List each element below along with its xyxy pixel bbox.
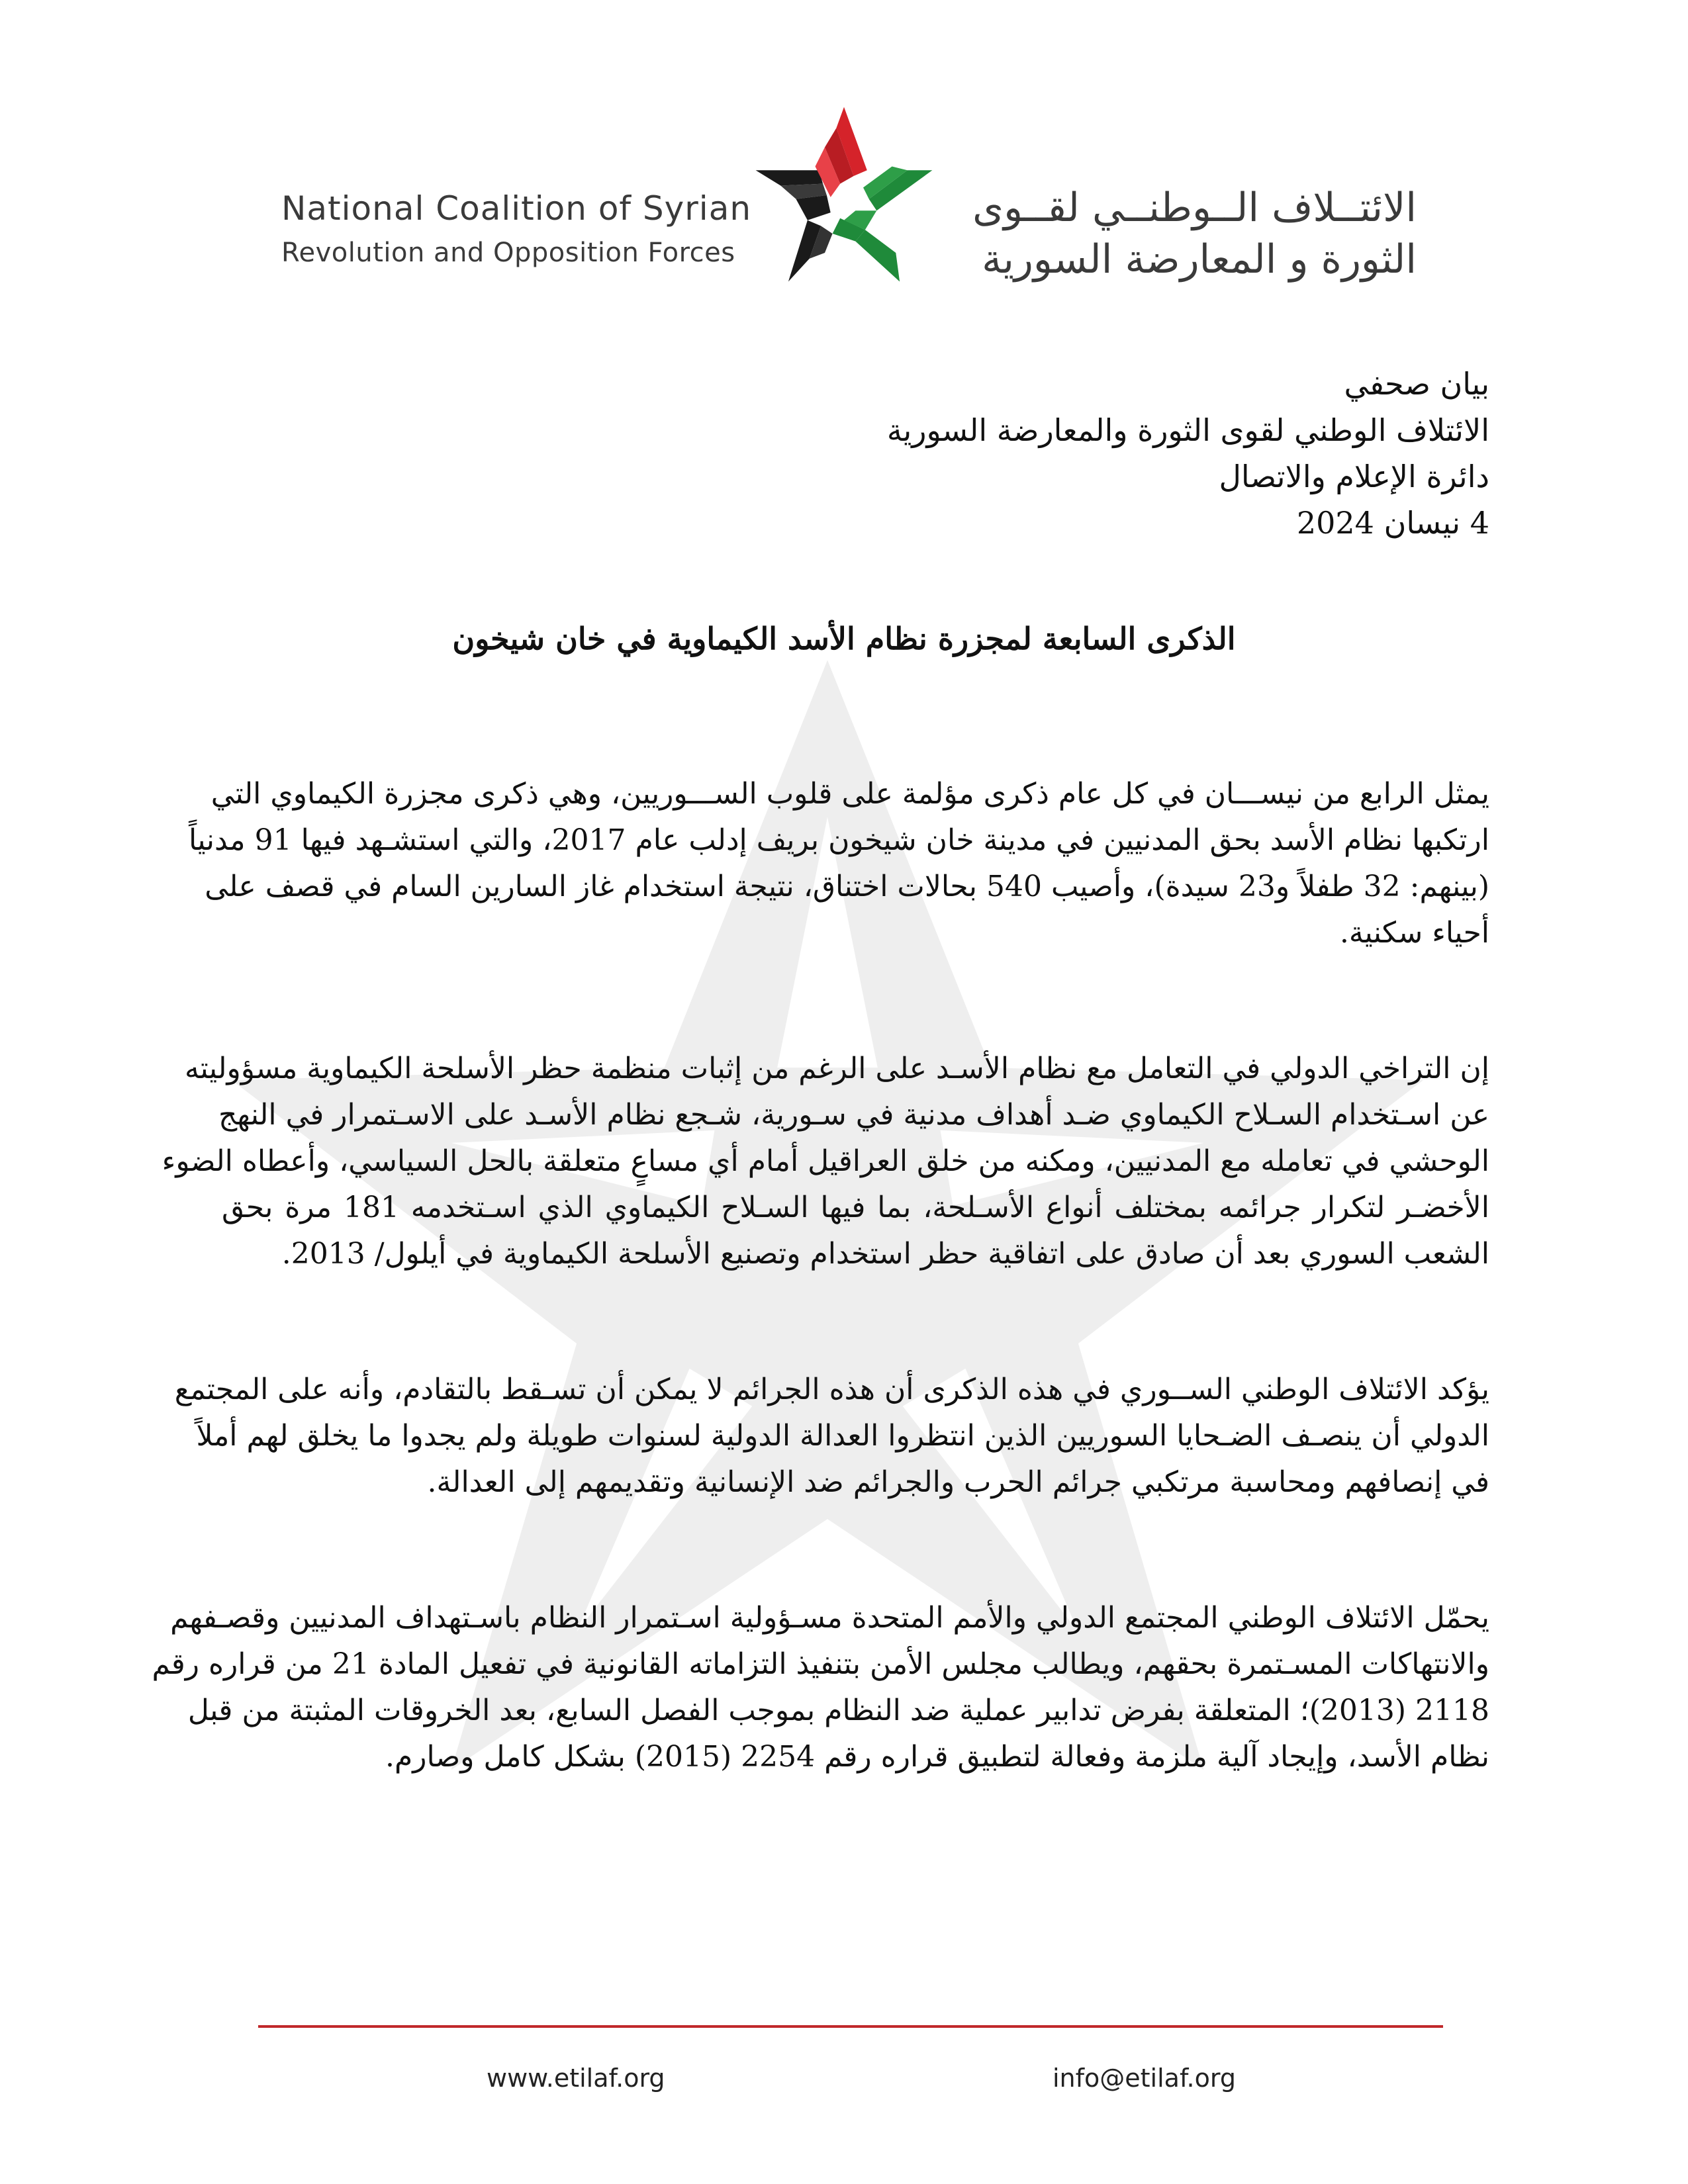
paragraph-line: (بينهم: 32 طفلاً و23 سيدة)، وأصيب 540 بحالات اختناق، نتيجة استخدام غاز السارين السام في قصف على (205, 870, 1489, 903)
paragraph-line: الأخضـر لتكرار جرائمه بمختلف أنواع الأسـلحة، بما فيها السـلاح الكيماوي الذي اسـتخدمه 181 مرة بحق (222, 1191, 1490, 1224)
paragraph-4 (152, 1595, 1489, 1780)
coalition-star-logo-icon (748, 99, 940, 291)
paragraph-1 (189, 771, 1489, 956)
footer-email-link[interactable]: info@etilaf.org (1053, 2064, 1236, 2093)
paragraph-line: يحمّل الائتلاف الوطني المجتمع الدولي والأمم المتحدة مسـؤولية اسـتمرار النظام باسـتهداف المدنيين وقصـفهم (170, 1601, 1489, 1635)
paragraph-line: الشعب السوري بعد أن صادق على اتفاقية حظر استخدام وتصنيع الأسلحة الكيماوية في أيلول/ 2013. (281, 1237, 1489, 1271)
paragraph-line: عن اسـتخدام السـلاح الكيماوي ضـد أهداف مدنية في سـورية، شـجع نظام الأسـد على الاسـتمرار في النهج (218, 1098, 1489, 1132)
paragraph-line: الدولي أن ينصـف الضـحايا السوريين الذين انتظروا العدالة الدولية لسنوات طويلة ولم يجدوا ما يخلق لهم أملاً (196, 1419, 1489, 1453)
paragraph-line: ارتكبها نظام الأسد بحق المدنيين في مدينة خان شيخون بريف إدلب عام 2017، والتي استشـهد فيها 91 مدنياً (189, 823, 1489, 857)
organization-name: الائتلاف الوطني لقوى الثورة والمعارضة السورية (886, 412, 1489, 448)
paragraph-3 (174, 1367, 1489, 1506)
paragraph-line: والانتهاكات المسـتمرة بحقهم، ويطالب مجلس الأمن بتنفيذ التزاماته القانونية في تفعيل المادة 21 من قراره رقم (152, 1647, 1489, 1681)
department-name: دائرة الإعلام والاتصال (1219, 459, 1489, 494)
statement-date: 4 نيسان 2024 (1296, 505, 1489, 541)
footer-divider (258, 2025, 1443, 2028)
statement-meta (861, 361, 1489, 546)
footer-website-link[interactable]: www.etilaf.org (487, 2064, 665, 2093)
english-org-name-line1: National Coalition of Syrian (281, 189, 752, 228)
paragraph-line: أحياء سكنية. (1339, 916, 1489, 950)
document-type: بيان صحفي (1344, 366, 1489, 402)
arabic-org-name-line1: الائتــلاف الــوطنــي لقــوى (972, 185, 1417, 231)
paragraph-line: يمثل الرابع من نيســـان في كل عام ذكرى مؤلمة على قلوب الســـوريين، وهي ذكرى مجزرة الكيماوي التي (211, 777, 1489, 811)
paragraph-line: إن التراخي الدولي في التعامل مع نظام الأسـد على الرغم من إثبات منظمة حظر الأسلحة الكيماوية مسؤوليته (184, 1052, 1489, 1085)
paragraph-line: الوحشي في تعامله مع المدنيين، ومكنه من خلق العراقيل أمام أي مساعٍ متعلقة بالحل السياسي، وأعطاه الضوء (162, 1144, 1489, 1178)
paragraph-2 (162, 1046, 1490, 1277)
paragraph-line: 2118 (2013)؛ المتعلقة بفرض تدابير عملية ضد النظام بموجب الفصل السابع، بعد الخروقات المثبتة من قبل (187, 1694, 1489, 1727)
paragraph-line: في إنصافهم ومحاسبة مرتكبي جرائم الحرب والجرائم ضد الإنسانية وتقديمهم إلى العدالة. (427, 1465, 1489, 1499)
english-org-name-line2: Revolution and Opposition Forces (281, 238, 735, 268)
paragraph-line: يؤكد الائتلاف الوطني الســوري في هذه الذكرى أن هذه الجرائم لا يمكن أن تسـقط بالتقادم، وأنه على المجتمع (174, 1373, 1489, 1406)
paragraph-line: نظام الأسد، وإيجاد آلية ملزمة وفعالة لتطبيق قراره رقم 2254 (2015) بشكل كامل وصارم. (385, 1740, 1489, 1774)
arabic-org-name (940, 182, 1417, 285)
statement-body (152, 771, 1490, 1870)
statement-title: الذكرى السابعة لمجزرة نظام الأسد الكيماوية في خان شيخون (452, 621, 1236, 657)
letterhead (0, 99, 1688, 298)
arabic-org-name-line2: الثورة و المعارضة السورية (982, 236, 1417, 283)
